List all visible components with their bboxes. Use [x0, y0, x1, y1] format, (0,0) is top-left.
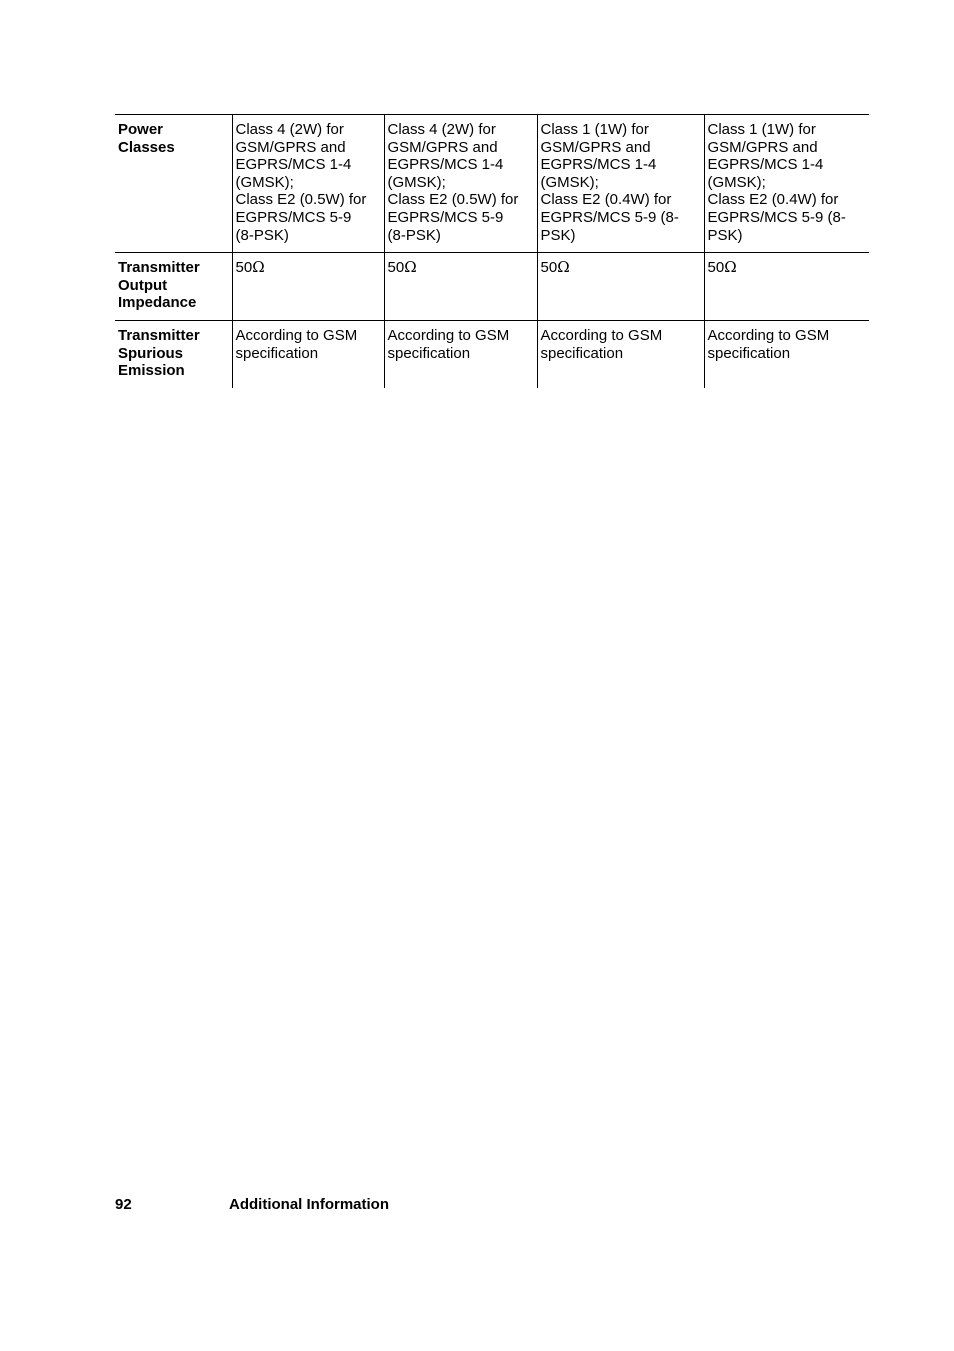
power-classes-cell-4: Class 1 (1W) for GSM/GPRS and EGPRS/MCS 1-4 (GMSK); Class E2 (0.4W) for EGPRS/MCS 5-9 (8- PSK) — [704, 115, 869, 253]
spurious-emission-cell-3: According to GSM specification — [537, 320, 704, 387]
table-row-spurious-emission — [115, 320, 869, 387]
row-label-power-classes: Power Classes — [115, 115, 232, 253]
spurious-emission-cell-1: According to GSM specification — [232, 320, 384, 387]
page-number: 92 — [115, 1196, 132, 1213]
output-impedance-cell-3: 50Ω — [537, 253, 704, 321]
power-classes-cell-2: Class 4 (2W) for GSM/GPRS and EGPRS/MCS 1-4 (GMSK); Class E2 (0.5W) for EGPRS/MCS 5-9 (8-PSK) — [384, 115, 537, 253]
ohm-symbol: Ω — [252, 258, 265, 277]
spurious-emission-cell-2: According to GSM specification — [384, 320, 537, 387]
row-label-output-impedance: Transmitter Output Impedance — [115, 253, 232, 321]
power-classes-cell-1: Class 4 (2W) for GSM/GPRS and EGPRS/MCS 1-4 (GMSK); Class E2 (0.5W) for EGPRS/MCS 5-9 (8-PSK) — [232, 115, 384, 253]
ohm-symbol: Ω — [724, 258, 737, 277]
output-impedance-cell-4: 50Ω — [704, 253, 869, 321]
spurious-emission-cell-4: According to GSM specification — [704, 320, 869, 387]
table-row-power-classes — [115, 115, 869, 253]
output-impedance-cell-1: 50Ω — [232, 253, 384, 321]
footer-section-title: Additional Information — [229, 1196, 389, 1213]
ohm-symbol: Ω — [404, 258, 417, 277]
output-impedance-cell-2: 50Ω — [384, 253, 537, 321]
row-label-spurious-emission: Transmitter Spurious Emission — [118, 326, 200, 380]
table-row-output-impedance — [115, 253, 869, 321]
power-classes-cell-3: Class 1 (1W) for GSM/GPRS and EGPRS/MCS 1-4 (GMSK); Class E2 (0.4W) for EGPRS/MCS 5-9 (8- PSK) — [537, 115, 704, 253]
ohm-symbol: Ω — [557, 258, 570, 277]
specifications-table — [115, 114, 869, 388]
